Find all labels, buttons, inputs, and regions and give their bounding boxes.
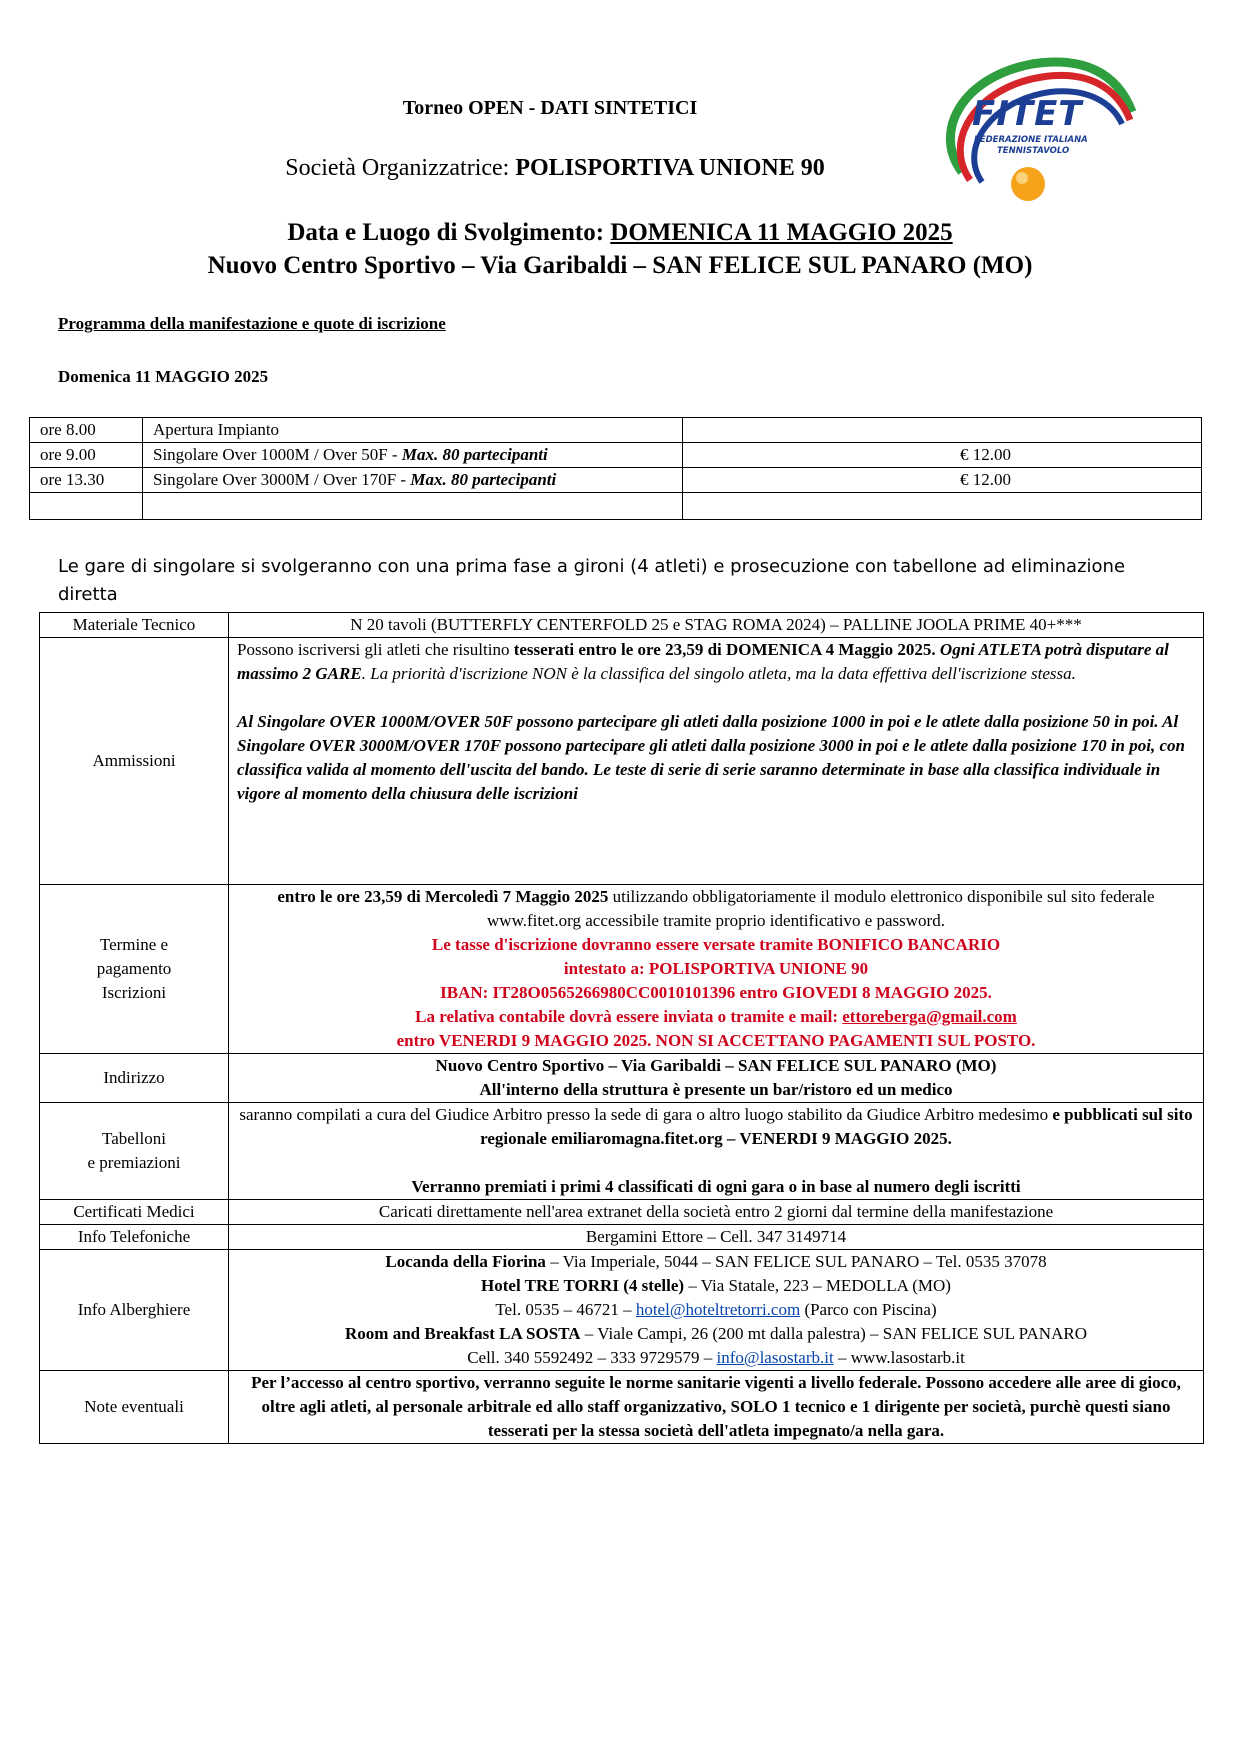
detail-label: Ammissioni — [40, 638, 229, 885]
schedule-fee: € 12.00 — [683, 468, 1202, 493]
detail-label: Tabelloni e premiazioni — [40, 1103, 229, 1200]
logo-subtitle-2: TENNISTAVOLO — [997, 146, 1070, 156]
schedule-table — [29, 417, 1202, 520]
fitet-logo — [922, 52, 1140, 210]
schedule-desc: Singolare Over 3000M / Over 170F - Max. 80 partecipanti — [143, 468, 683, 493]
logo-subtitle-1: FEDERAZIONE ITALIANA — [974, 135, 1088, 145]
details-table — [39, 612, 1204, 1444]
hotel-3: Room and Breakfast LA SOSTA – Viale Campi, 26 (200 mt dalla palestra) – SAN FELICE SUL PANARO — [345, 1324, 1087, 1343]
medical-text: Caricati direttamente nell'area extranet della società entro 2 giorni dal termine della manifestazione — [229, 1200, 1204, 1225]
program-day: Domenica 11 MAGGIO 2025 — [58, 367, 269, 386]
schedule-limit: Max. 80 partecipanti — [410, 470, 557, 489]
schedule-time: ore 13.30 — [30, 468, 143, 493]
event-date-label: Data e Luogo di Svolgimento: — [287, 219, 611, 246]
deadline-line: entro le ore 23,59 di Mercoledì 7 Maggio 2025 utilizzando obbligatoriamente il modulo elettronico disponibile sul sito federale www.fitet.org accessibile tramite proprio identificativo e password. — [277, 887, 1155, 930]
awards-text: Verranno premiati i primi 4 classificati di ogni gara o in base al numero degli iscritti — [411, 1177, 1021, 1196]
payment-method: Le tasse d'iscrizione dovranno essere versate tramite BONIFICO BANCARIO — [431, 935, 1001, 954]
format-description: Le gare di singolare si svolgeranno con una prima fase a gironi (4 atleti) e prosecuzione con tabellone ad eliminazione diretta — [58, 556, 1126, 605]
hotel-2-contact: Tel. 0535 – 46721 – hotel@hoteltretorri.com (Parco con Piscina) — [495, 1300, 937, 1319]
detail-label: Info Telefoniche — [40, 1225, 229, 1250]
program-heading: Programma della manifestazione e quote di iscrizione — [58, 314, 446, 333]
schedule-row — [30, 443, 1202, 468]
payment-holder: intestato a: POLISPORTIVA UNIONE 90 — [563, 959, 869, 978]
detail-row-deadline — [40, 885, 1204, 1054]
schedule-time: ore 8.00 — [30, 418, 143, 443]
hotel-2: Hotel TRE TORRI (4 stelle) – Via Statale, 223 – MEDOLLA (MO) — [481, 1276, 951, 1295]
admissions-paragraph-2: Al Singolare OVER 1000M/OVER 50F possono partecipare gli atleti dalla posizione 1000 in poi e le atlete dalla posizione 50 in poi. Al Singolare OVER 3000M/OVER 170F possono partecipare gli atleti dalla posizione 3000 in poi e le atlete dalla posizione 170 in poi, con classifica valida al momento dell'uscita del bando. Le teste di serie di serie saranno determinate in base alla classifica individuale in vigore al momento della chiusura delle iscrizioni — [237, 712, 1185, 803]
event-date: DOMENICA 11 MAGGIO 2025 — [610, 219, 953, 246]
schedule-row — [30, 468, 1202, 493]
schedule-row-empty — [30, 493, 1202, 520]
detail-row-address — [40, 1054, 1204, 1103]
logo-wordmark: FITET — [972, 94, 1083, 134]
receipt-email-link[interactable]: ettoreberga@gmail.com — [842, 1007, 1017, 1026]
admissions-paragraph-1: Possono iscriversi gli atleti che risultino tesserati entro le ore 23,59 di DOMENICA 4 Maggio 2025. Ogni ATLETA potrà disputare al massimo 2 GARE. La priorità d'iscrizione NON è la classifica del singolo atleta, ma la data effettiva dell'iscrizione stessa. — [237, 640, 1169, 683]
detail-row-admissions — [40, 638, 1204, 885]
document-title: Torneo OPEN - DATI SINTETICI — [402, 97, 698, 119]
address-text: Nuovo Centro Sportivo – Via Garibaldi – SAN FELICE SUL PANARO (MO) All'interno della struttura è presente un bar/ristoro ed un medico — [229, 1054, 1204, 1103]
detail-label: Termine e pagamento Iscrizioni — [40, 885, 229, 1054]
hotel-3-email-link[interactable]: info@lasostarb.it — [716, 1348, 834, 1367]
admissions-text — [229, 638, 1204, 885]
detail-label: Note eventuali — [40, 1371, 229, 1444]
hotels-text — [229, 1250, 1204, 1371]
hotel-1: Locanda della Fiorina – Via Imperiale, 5044 – SAN FELICE SUL PANARO – Tel. 0535 37078 — [385, 1252, 1047, 1271]
hotel-2-email-link[interactable]: hotel@hoteltretorri.com — [635, 1300, 801, 1319]
schedule-limit: Max. 80 partecipanti — [401, 445, 548, 464]
schedule-time: ore 9.00 — [30, 443, 143, 468]
payment-receipt: La relativa contabile dovrà essere inviata o tramite e mail: ettoreberga@gmail.com — [415, 1007, 1017, 1026]
detail-row-phone — [40, 1225, 1204, 1250]
schedule-fee: € 12.00 — [683, 443, 1202, 468]
notes-text: Per l’accesso al centro sportivo, verranno seguite le norme sanitarie vigenti a livello federale. Possono accedere alle aree di gioco, oltre agli atleti, al personale arbitrale ed allo staff organizzativo, SOLO 1 tecnico e 1 dirigente per società, purchè questi siano tesserati per la stessa società dell'atleta impegnato/a nella gara. — [229, 1371, 1204, 1444]
detail-label: Indirizzo — [40, 1054, 229, 1103]
event-date-line — [0, 219, 1240, 247]
detail-row-hotels — [40, 1250, 1204, 1371]
event-place: Nuovo Centro Sportivo – Via Garibaldi – SAN FELICE SUL PANARO (MO) — [207, 252, 1033, 279]
hotel-3-contact: Cell. 340 5592492 – 333 9729579 – info@lasostarb.it – www.lasostarb.it — [467, 1348, 965, 1367]
detail-label: Materiale Tecnico — [40, 613, 229, 638]
organizer-name: POLISPORTIVA UNIONE 90 — [515, 155, 825, 181]
material-text: N 20 tavoli (BUTTERFLY CENTERFOLD 25 e STAG ROMA 2024) – PALLINE JOOLA PRIME 40+*** — [229, 613, 1204, 638]
detail-label: Certificati Medici — [40, 1200, 229, 1225]
schedule-row — [30, 418, 1202, 443]
schedule-fee — [683, 418, 1202, 443]
schedule-desc: Apertura Impianto — [143, 418, 683, 443]
detail-row-medical — [40, 1200, 1204, 1225]
payment-iban: IBAN: IT28O0565266980CC0010101396 entro GIOVEDI 8 MAGGIO 2025. — [440, 983, 992, 1002]
brackets-text: saranno compilati a cura del Giudice Arbitro presso la sede di gara o altro luogo stabilito da Giudice Arbitro medesimo e pubblicati sul sito regionale emiliaromagna.fitet.org – VENERDI 9 MAGGIO 2025. Verranno premiati i primi 4 classificati di ogni gara o in base al numero degli iscritti — [229, 1103, 1204, 1200]
detail-row-notes — [40, 1371, 1204, 1444]
deadline-text — [229, 885, 1204, 1054]
organizer-label: Società Organizzatrice: — [285, 155, 516, 181]
detail-label: Info Alberghiere — [40, 1250, 229, 1371]
detail-row-brackets — [40, 1103, 1204, 1200]
schedule-desc: Singolare Over 1000M / Over 50F - Max. 80 partecipanti — [143, 443, 683, 468]
phone-text: Bergamini Ettore – Cell. 347 3149714 — [229, 1225, 1204, 1250]
payment-deadline: entro VENERDI 9 MAGGIO 2025. NON SI ACCETTANO PAGAMENTI SUL POSTO. — [396, 1031, 1036, 1050]
detail-row-material — [40, 613, 1204, 638]
